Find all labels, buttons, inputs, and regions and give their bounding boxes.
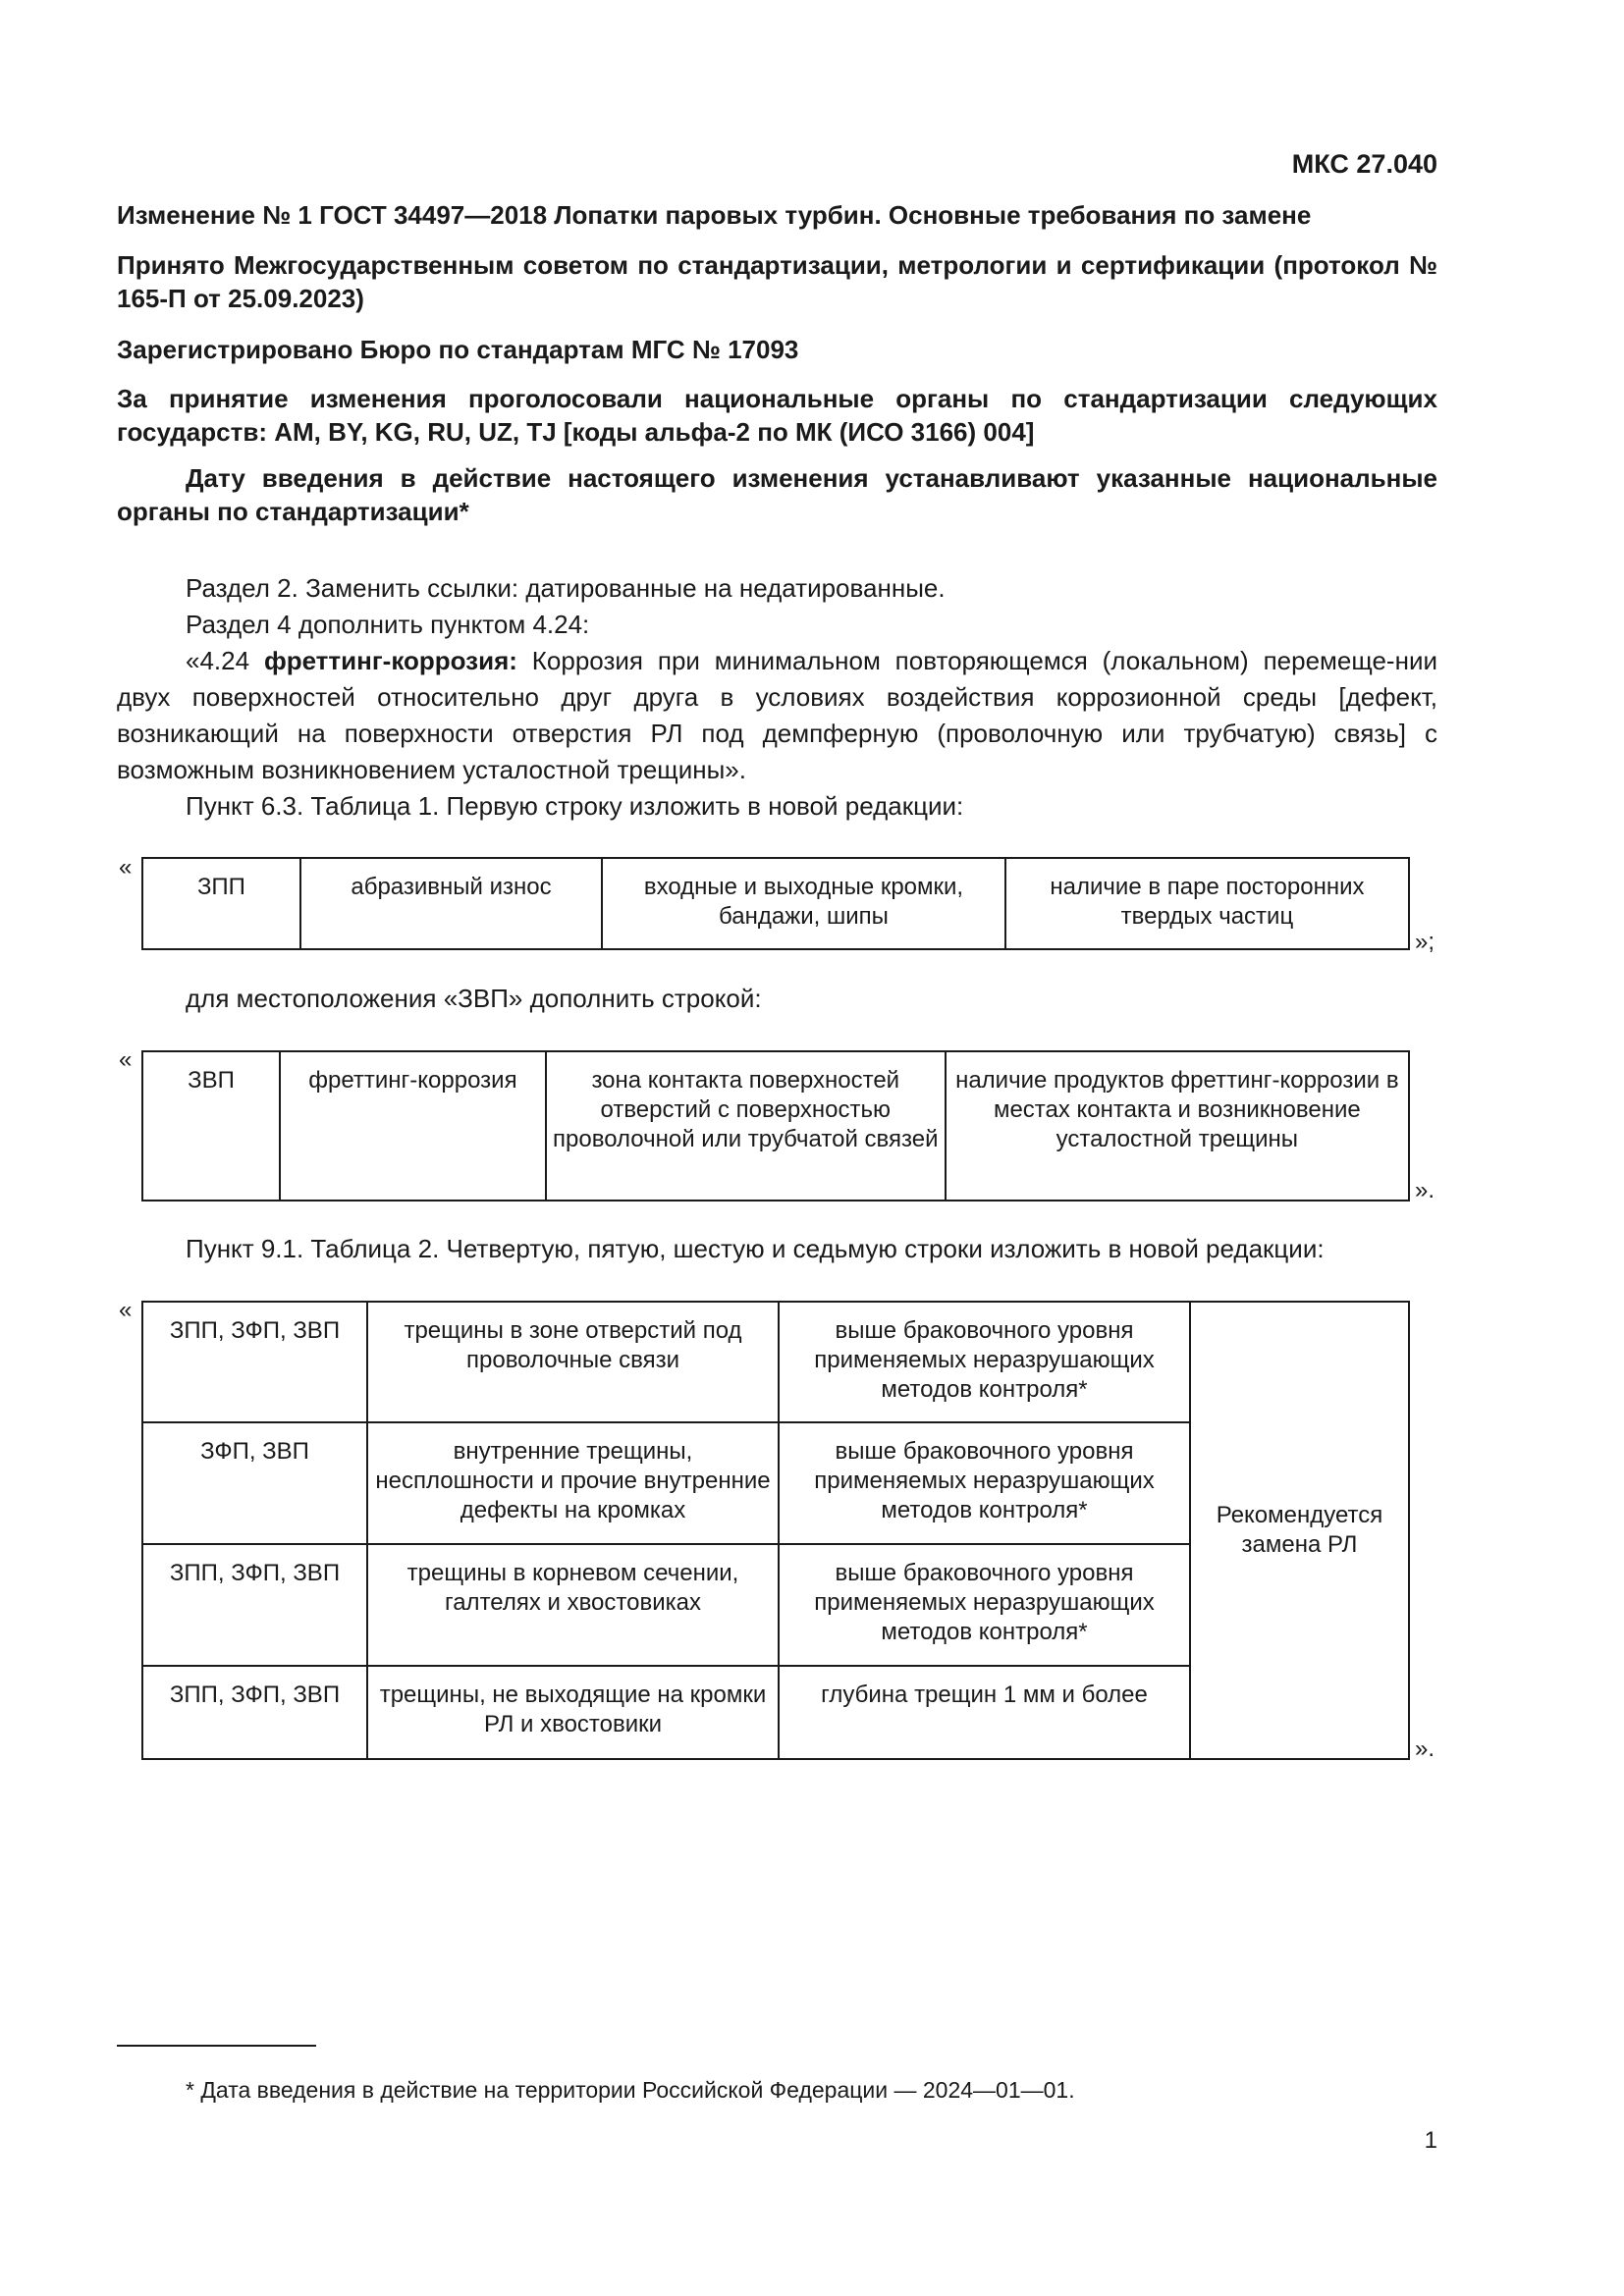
table-cell: наличие в паре посторонних твердых частиц xyxy=(1005,858,1409,949)
table-cell: ЗПП, ЗФП, ЗВП xyxy=(142,1666,367,1759)
table-cell: трещины в корневом сечении, галтелях и хвостовиках xyxy=(367,1544,779,1666)
paragraph-definition xyxy=(117,643,1437,788)
table-cell: ЗПП, ЗФП, ЗВП xyxy=(142,1544,367,1666)
open-quote: « xyxy=(119,1297,133,1323)
paragraph-table3-intro: Пункт 9.1. Таблица 2. Четвертую, пятую, шестую и седьмую строки изложить в новой редакции: xyxy=(186,1234,1325,1263)
recommendation-cell: Рекомендуется замена РЛ xyxy=(1190,1302,1409,1759)
change-title: Изменение № 1 ГОСТ 34497—2018 Лопатки паровых турбин. Основные требования по замене xyxy=(117,200,1312,230)
table3 xyxy=(141,1301,1410,1760)
table-cell: наличие продуктов фреттинг-коррозии в местах контакта и возникновение усталостной трещины xyxy=(946,1051,1409,1201)
table-cell: выше браковочного уровня применяемых неразрушающих методов контроля* xyxy=(779,1302,1190,1422)
paragraph-table2-intro: для местоположения «ЗВП» дополнить строкой: xyxy=(186,984,762,1013)
paragraph-table1-intro: Пункт 6.3. Таблица 1. Первую строку изложить в новой редакции: xyxy=(186,791,964,821)
paragraph-section4: Раздел 4 дополнить пунктом 4.24: xyxy=(186,610,590,639)
mks-code: МКС 27.040 xyxy=(1291,149,1437,179)
page-number: 1 xyxy=(1424,2127,1437,2154)
table-cell: глубина трещин 1 мм и более xyxy=(779,1666,1190,1759)
table-row xyxy=(142,1051,1409,1201)
table2 xyxy=(141,1050,1410,1201)
table-cell: входные и выходные кромки, бандажи, шипы xyxy=(602,858,1005,949)
table1 xyxy=(141,857,1410,950)
table-row xyxy=(142,1302,1409,1422)
close-quote: ». xyxy=(1415,1177,1435,1203)
table-cell: ЗПП xyxy=(142,858,300,949)
table-cell: зона контакта поверхностей отверстий с поверхностью проволочной или трубчатой связей xyxy=(546,1051,946,1201)
footnote-divider xyxy=(117,2045,316,2047)
table-cell: фреттинг-коррозия xyxy=(280,1051,546,1201)
table-cell: ЗВП xyxy=(142,1051,280,1201)
close-quote: ». xyxy=(1415,1735,1435,1762)
definition-text: Коррозия при минимальном повторяющемся (локальном) перемеще-нии двух поверхностей относительно друг друга в условиях воздействия коррозионной среды [дефект, возникающий на поверхности отверстия РЛ под демпферную (проволочную или трубчатую) связь] с возможным возникновением усталостной трещины». xyxy=(117,646,1437,784)
table-cell: трещины, не выходящие на кромки РЛ и хвостовики xyxy=(367,1666,779,1759)
definition-term: фреттинг-коррозия: xyxy=(263,646,517,675)
effective-date-statement: Дату введения в действие настоящего изменения устанавливают указанные национальные органы по стандартизации* xyxy=(117,463,1437,526)
voted-statement: За принятие изменения проголосовали национальные органы по стандартизации следующих государств: AM, BY, KG, RU, UZ, TJ [коды альфа-2 по МК (ИСО 3166) 004] xyxy=(117,384,1437,447)
table-cell: ЗПП, ЗФП, ЗВП xyxy=(142,1302,367,1422)
table-cell: выше браковочного уровня применяемых неразрушающих методов контроля* xyxy=(779,1422,1190,1544)
adopted-statement: Принято Межгосударственным советом по стандартизации, метрологии и сертификации (протокол № 165-П от 25.09.2023) xyxy=(117,250,1437,313)
registered-statement: Зарегистрировано Бюро по стандартам МГС № 17093 xyxy=(117,335,799,364)
table-cell: трещины в зоне отверстий под проволочные связи xyxy=(367,1302,779,1422)
open-quote: « xyxy=(119,1046,133,1073)
table-cell: внутренние трещины, несплошности и прочие внутренние дефекты на кромках xyxy=(367,1422,779,1544)
table-row xyxy=(142,858,1409,949)
table-cell: ЗФП, ЗВП xyxy=(142,1422,367,1544)
table-cell: выше браковочного уровня применяемых неразрушающих методов контроля* xyxy=(779,1544,1190,1666)
table-cell: абразивный износ xyxy=(300,858,602,949)
open-quote: « xyxy=(119,854,133,881)
definition-prefix: «4.24 xyxy=(186,646,264,675)
paragraph-section2: Раздел 2. Заменить ссылки: датированные на недатированные. xyxy=(186,573,946,603)
footnote: * Дата введения в действие на территории Российской Федерации — 2024—01—01. xyxy=(186,2077,1075,2103)
close-quote: »; xyxy=(1415,929,1435,955)
